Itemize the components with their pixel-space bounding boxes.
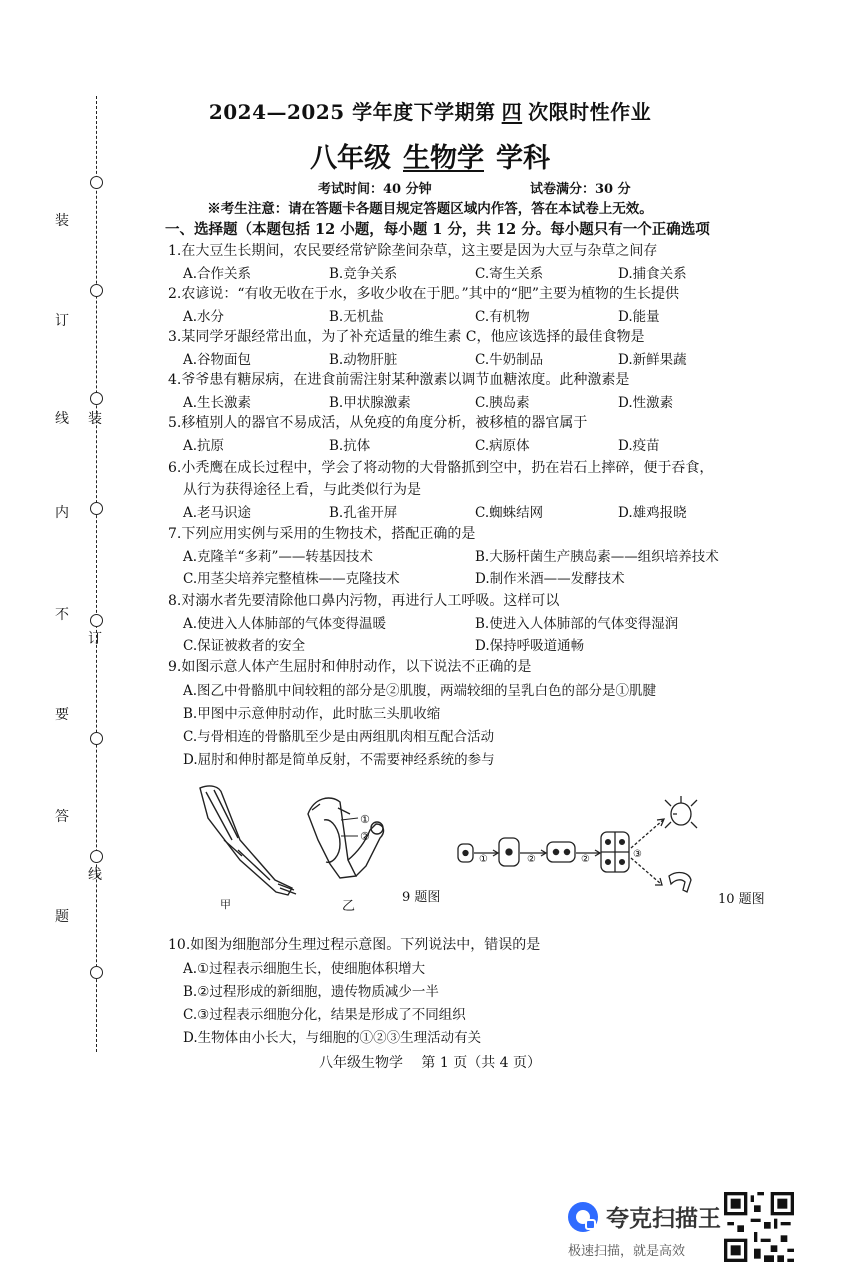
fig9-label-yi: 乙	[342, 899, 356, 914]
option: A.使进入人体肺部的气体变得温暖	[183, 616, 387, 632]
option: D.雄鸡报晓	[618, 505, 687, 521]
fig9-label-jia: 甲	[220, 898, 231, 911]
option: B.大肠杆菌生产胰岛素——组织培养技术	[475, 549, 719, 565]
option: C.蜘蛛结网	[475, 505, 544, 521]
question-stem: 2.农谚说：“有收无收在于水，多收少收在于肥。”其中的“肥”主要为植物的生长提供	[168, 286, 679, 302]
binding-hole	[90, 284, 103, 297]
question-stem: 1.在大豆生长期间，农民要经常铲除垄间杂草，这主要是因为大豆与杂草之间存	[168, 243, 658, 259]
fig9-marker-1: ①	[360, 813, 370, 826]
subject-suffix: 学科	[496, 143, 550, 174]
binding-char: 内	[55, 505, 69, 521]
binding-char: 题	[55, 909, 69, 925]
question-stem: 10.如图为细胞部分生理过程示意图。下列说法中，错误的是	[168, 937, 541, 953]
option: D.保持呼吸道通畅	[475, 638, 585, 654]
question-stem: 8.对溺水者先要清除他口鼻内污物，再进行人工呼吸。这样可以	[168, 593, 560, 609]
option: B.甲状腺激素	[329, 395, 411, 411]
question-stem: 9.如图示意人体产生屈肘和伸肘动作，以下说法不正确的是	[168, 659, 532, 675]
option: D.屈肘和伸肘都是简单反射，不需要神经系统的参与	[183, 752, 495, 768]
question-stem: 3.某同学牙龈经常出血，为了补充适量的维生素 C，他应该选择的最佳食物是	[168, 329, 645, 345]
fig10-step-1: ①	[479, 854, 488, 865]
subject: 生物学	[403, 143, 484, 174]
binding-char: 答	[55, 809, 69, 825]
option: B.动物肝脏	[329, 352, 398, 368]
binding-line	[96, 96, 97, 1052]
notice: ※考生注意：请在答题卡各题目规定答题区域内作答，答在本试卷上无效。	[207, 201, 653, 217]
option: A.①过程表示细胞生长，使细胞体积增大	[183, 961, 426, 977]
page-footer: 八年级生物学 第 1 页（共 4 页）	[318, 1055, 542, 1071]
option: D.能量	[618, 309, 660, 325]
binding-hole	[90, 502, 103, 515]
scanner-logo-icon	[566, 1200, 600, 1234]
binding-hole	[90, 732, 103, 745]
binding-char: 装	[55, 213, 69, 229]
option: A.抗原	[183, 438, 225, 454]
binding-char: 要	[55, 707, 69, 723]
option: A.克隆羊“多莉”——转基因技术	[183, 549, 373, 565]
title-prefix: 2024—2025 学年度下学期第	[208, 100, 496, 124]
option: A.老马识途	[183, 505, 252, 521]
scanner-slogan: 极速扫描，就是高效	[568, 1243, 686, 1258]
option: D.捕食关系	[618, 266, 687, 282]
binding-inner-char: 装	[88, 411, 102, 427]
question-stem: 7.下列应用实例与采用的生物技术，搭配正确的是	[168, 526, 476, 542]
option: B.使进入人体肺部的气体变得湿润	[475, 616, 679, 632]
option: C.病原体	[475, 438, 530, 454]
fig10-step-3: ③	[633, 849, 642, 860]
figure-9-arms	[180, 780, 420, 915]
binding-inner-char: 线	[88, 867, 102, 883]
grade: 八年级	[310, 143, 391, 174]
binding-char: 订	[55, 313, 69, 329]
section-heading: 一、选择题（本题包括 12 小题，每小题 1 分，共 12 分。每小题只有一个正确选项	[165, 221, 710, 238]
fig10-caption: 10 题图	[718, 892, 765, 907]
option: B.无机盐	[329, 309, 384, 325]
exam-title	[0, 96, 860, 125]
option: C.胰岛素	[475, 395, 530, 411]
fig9-caption: 9 题图	[402, 890, 441, 905]
option: C.与骨相连的骨骼肌至少是由两组肌肉相互配合活动	[183, 729, 495, 745]
option: A.图乙中骨骼肌中间较粗的部分是②肌腹，两端较细的呈乳白色的部分是①肌腱	[183, 683, 657, 699]
option: A.水分	[183, 309, 225, 325]
binding-char: 不	[55, 607, 69, 623]
option: C.保证被救者的安全	[183, 638, 306, 654]
question-stem: 5.移植别人的器官不易成活，从免疫的角度分析，被移植的器官属于	[168, 415, 588, 431]
option: C.③过程表示细胞分化，结果是形成了不同组织	[183, 1007, 466, 1023]
title-suffix: 次限时性作业	[528, 100, 652, 124]
option: A.生长激素	[183, 395, 252, 411]
option: D.性激素	[618, 395, 674, 411]
subject-title	[0, 136, 860, 175]
title-number: 四	[501, 100, 523, 124]
question-stem: 6.小秃鹰在成长过程中，学会了将动物的大骨骼抓到空中，扔在岩石上摔碎，便于吞食，	[168, 460, 714, 476]
binding-hole	[90, 176, 103, 189]
binding-hole	[90, 966, 103, 979]
question-stem: 4.爷爷患有糖尿病，在进食前需注射某种激素以调节血糖浓度。此种激素是	[168, 372, 630, 388]
qr-code-icon	[724, 1192, 794, 1262]
exam-time: 考试时间：40 分钟	[318, 182, 432, 197]
option: B.竞争关系	[329, 266, 398, 282]
option: D.生物体由小长大，与细胞的①②③生理活动有关	[183, 1030, 482, 1046]
option: D.制作米酒——发酵技术	[475, 571, 625, 587]
question-stem-cont: 从行为获得途径上看，与此类似行为是	[183, 482, 421, 498]
option: D.新鲜果蔬	[618, 352, 687, 368]
figure-10-cells	[455, 792, 715, 902]
option: A.合作关系	[183, 266, 252, 282]
binding-hole	[90, 850, 103, 863]
option: C.寄生关系	[475, 266, 544, 282]
scanner-brand-name: 夸克扫描王	[606, 1205, 721, 1231]
option: C.用茎尖培养完整植株——克隆技术	[183, 571, 400, 587]
option: B.②过程形成的新细胞，遗传物质减少一半	[183, 984, 439, 1000]
binding-hole	[90, 614, 103, 627]
option: B.甲图中示意伸肘动作，此时肱三头肌收缩	[183, 706, 441, 722]
fig10-step-2b: ②	[581, 854, 590, 865]
fig10-step-2: ②	[527, 854, 536, 865]
binding-char: 线	[55, 411, 69, 427]
full-score: 试卷满分：30 分	[530, 182, 631, 197]
option: B.孔雀开屏	[329, 505, 398, 521]
binding-inner-char: 订	[88, 631, 102, 647]
option: C.有机物	[475, 309, 530, 325]
option: B.抗体	[329, 438, 371, 454]
binding-hole	[90, 392, 103, 405]
option: C.牛奶制品	[475, 352, 544, 368]
fig9-marker-2: ②	[360, 830, 370, 843]
option: D.疫苗	[618, 438, 660, 454]
option: A.谷物面包	[183, 352, 252, 368]
